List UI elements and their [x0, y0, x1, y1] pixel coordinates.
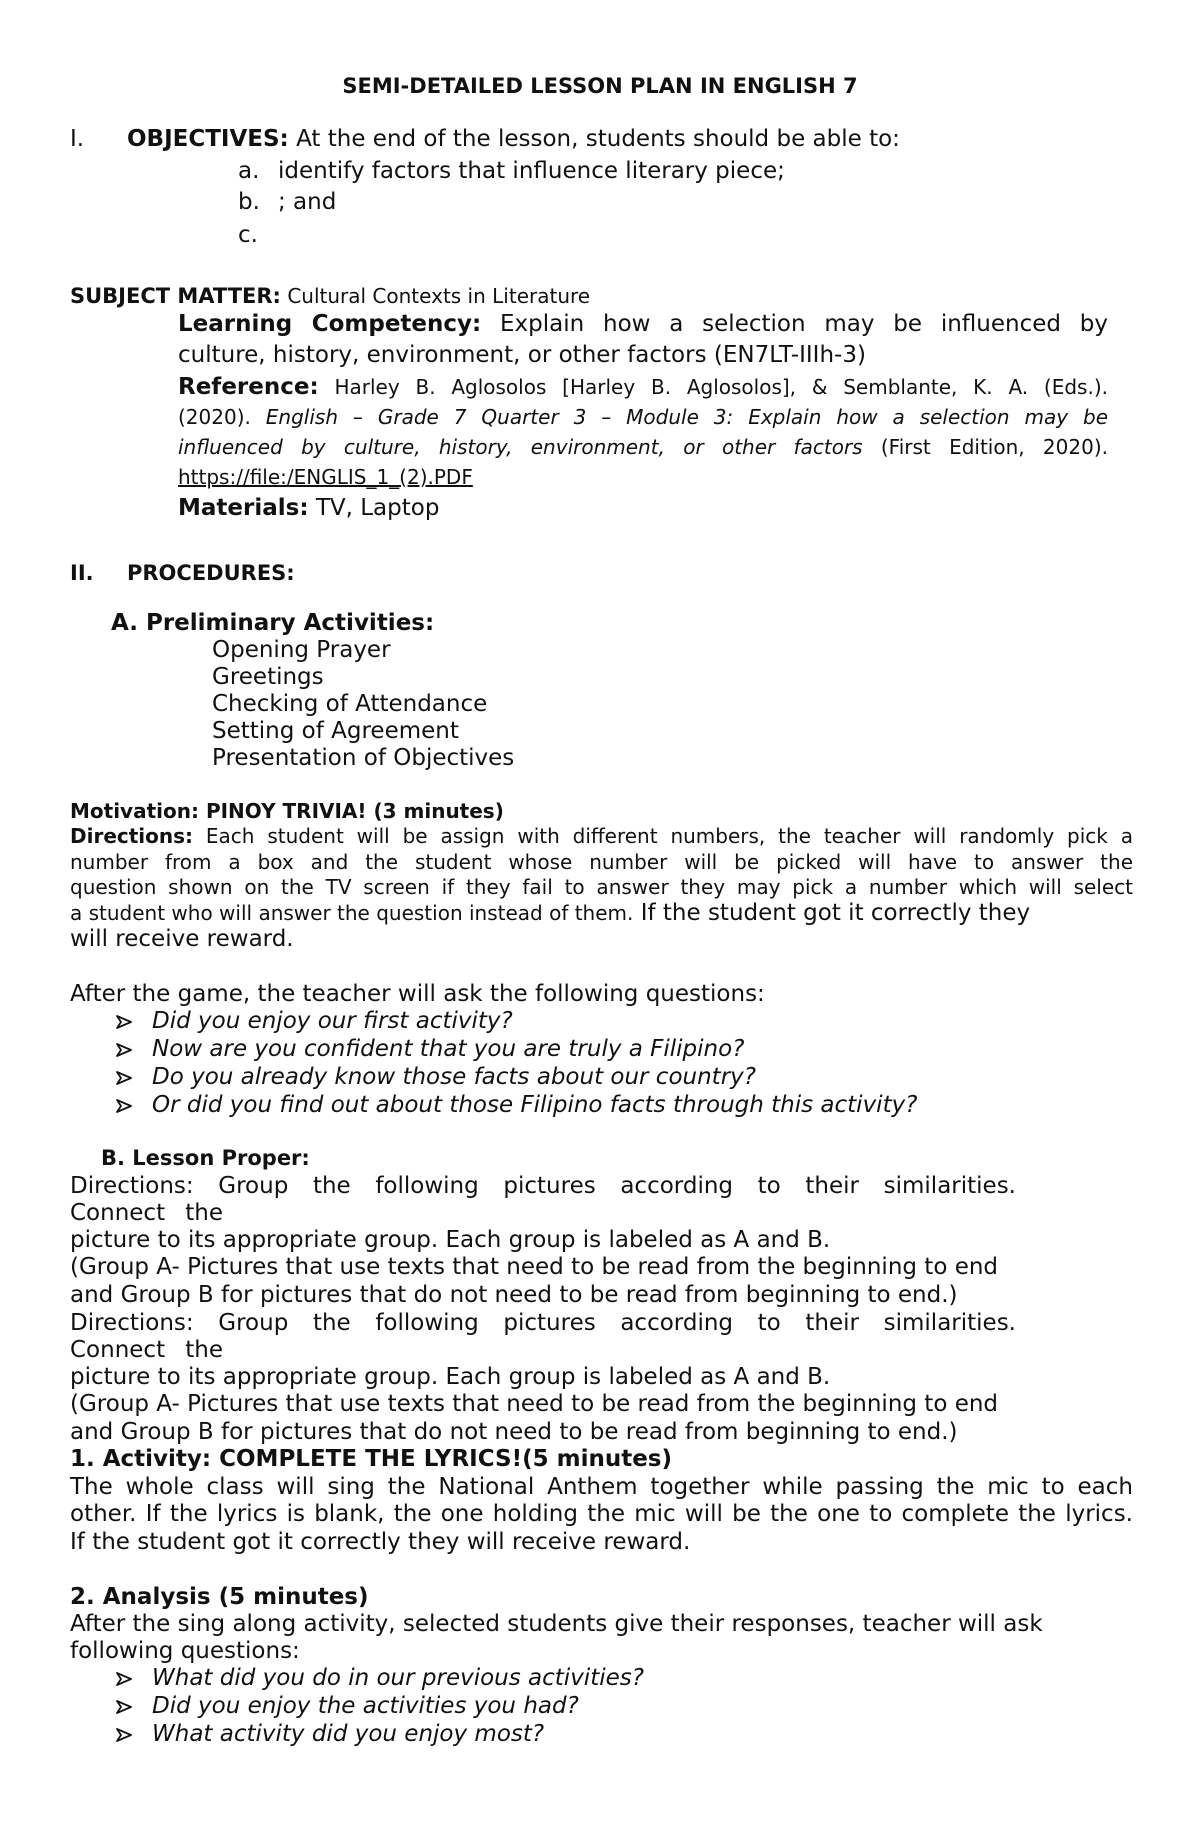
analysis-line-1: After the sing along activity, selected students give their responses, teacher will ask [70, 1611, 1043, 1637]
reference-title-1: English – Grade 7 Quarter 3 – Module 3: Explain how a selection may be [265, 405, 1109, 429]
lesson-directions-line-5: and Group B for pictures that do not need to be read from beginning to end.) [70, 1282, 958, 1308]
activity-line-2: other. If the lyrics is blank, the one holding the mic will be the one to complete the lyrics. [70, 1501, 1133, 1527]
motivation-directions-label: Directions: [70, 824, 194, 848]
arrow-bullet-icon [114, 1669, 134, 1689]
motivation-text-1: Each student will be assign with different numbers, the teacher will randomly pick a [193, 824, 1133, 848]
objectives-label: OBJECTIVES: [127, 126, 289, 152]
objectives-heading [127, 126, 900, 152]
motivation-line-2: number from a box and the student whose number will be picked will have to answer the [70, 850, 1133, 874]
preliminary-item-4: Setting of Agreement [212, 718, 459, 744]
lesson-directions-repeat-line-4: (Group A- Pictures that use texts that need to be read from the beginning to end [70, 1391, 999, 1417]
reference-title-2: influenced by culture, history, environment, or other factors [178, 435, 863, 459]
preliminary-item-5: Presentation of Objectives [212, 745, 515, 771]
after-game-question-4: Or did you find out about those Filipino facts through this activity? [152, 1092, 918, 1118]
competency-line-2: culture, history, environment, or other factors (EN7LT-IIIh-3) [178, 342, 866, 368]
lesson-directions-line-1: Directions: Group the following pictures according to their similarities. [70, 1173, 1016, 1199]
reference-year: (2020). [178, 405, 266, 429]
objectives-number: I. [70, 126, 85, 152]
after-game-question-3: Do you already know those facts about our country? [152, 1064, 756, 1090]
arrow-bullet-icon [114, 1068, 134, 1088]
activity-line-3: If the student got it correctly they will receive reward. [70, 1529, 691, 1555]
objectives-intro: At the end of the lesson, students should be able to: [288, 126, 900, 152]
objective-text-b: ; and [278, 189, 337, 215]
competency-text-1: Explain how a selection may be influenced by [481, 311, 1108, 337]
arrow-bullet-icon [114, 1096, 134, 1116]
activity-heading: 1. Activity: COMPLETE THE LYRICS!(5 minutes) [70, 1446, 673, 1472]
analysis-question-2: Did you enjoy the activities you had? [152, 1693, 579, 1719]
lesson-directions-repeat-line-1: Directions: Group the following pictures according to their similarities. [70, 1310, 1016, 1336]
procedures-number: II. [70, 561, 94, 585]
after-game-intro: After the game, the teacher will ask the following questions: [70, 981, 765, 1007]
procedures-heading: PROCEDURES: [127, 561, 295, 585]
preliminary-item-1: Opening Prayer [212, 637, 391, 663]
motivation-line-1 [70, 825, 1133, 848]
lesson-proper-heading: B. Lesson Proper: [101, 1146, 310, 1170]
motivation-line-3: question shown on the TV screen if they fail to answer they may pick a number which will select [70, 875, 1133, 899]
arrow-bullet-icon [114, 1697, 134, 1717]
reference-text-1: Harley B. Aglosolos [Harley B. Aglosolos], & Semblante, K. A. (Eds.). [318, 375, 1108, 399]
analysis-question-3: What activity did you enjoy most? [152, 1721, 545, 1747]
arrow-bullet-icon [114, 1012, 134, 1032]
reference-line-2 [178, 406, 1108, 429]
subject-matter-line [70, 284, 590, 308]
objective-letter-b: b. [238, 189, 260, 215]
materials-label: Materials: [178, 495, 309, 521]
motivation-text-4a: a student who will answer the question instead of them. [70, 901, 634, 925]
subject-matter-value: Cultural Contexts in Literature [280, 284, 591, 308]
arrow-bullet-icon [114, 1040, 134, 1060]
reference-line-3 [178, 436, 1108, 459]
lesson-directions-repeat-line-5: and Group B for pictures that do not need to be read from beginning to end.) [70, 1419, 958, 1445]
after-game-question-1: Did you enjoy our first activity? [152, 1008, 513, 1034]
preliminary-heading: A. Preliminary Activities: [111, 610, 435, 636]
analysis-question-1: What did you do in our previous activities? [152, 1665, 644, 1691]
activity-line-1: The whole class will sing the National Anthem together while passing the mic to each [70, 1474, 1133, 1500]
reference-label: Reference: [178, 374, 319, 400]
objective-letter-c: c. [238, 222, 258, 248]
competency-label: Learning Competency: [178, 311, 482, 337]
lesson-directions-line-2: Connect the [70, 1200, 223, 1226]
competency-line-1 [178, 311, 1108, 337]
preliminary-item-3: Checking of Attendance [212, 691, 488, 717]
objective-text-a: identify factors that influence literary piece; [278, 158, 785, 184]
reference-line-1 [178, 374, 1108, 400]
lesson-directions-line-3: picture to its appropriate group. Each group is labeled as A and B. [70, 1227, 831, 1253]
motivation-line-4 [70, 900, 1030, 926]
preliminary-item-2: Greetings [212, 664, 324, 690]
motivation-text-4b: If the student got it correctly they [633, 900, 1031, 926]
reference-link[interactable]: https://file:/ENGLIS_1_(2).PDF [178, 465, 473, 489]
materials-line [178, 495, 439, 521]
lesson-directions-line-4: (Group A- Pictures that use texts that need to be read from the beginning to end [70, 1254, 999, 1280]
materials-value: TV, Laptop [308, 495, 440, 521]
after-game-question-2: Now are you confident that you are truly a Filipino? [152, 1036, 745, 1062]
lesson-directions-repeat-line-3: picture to its appropriate group. Each group is labeled as A and B. [70, 1364, 831, 1390]
motivation-heading: Motivation: PINOY TRIVIA! (3 minutes) [70, 799, 504, 823]
lesson-directions-repeat-line-2: Connect the [70, 1337, 223, 1363]
reference-edition: (First Edition, 2020). [862, 435, 1108, 459]
motivation-line-5: will receive reward. [70, 926, 294, 952]
subject-matter-label: SUBJECT MATTER: [70, 284, 281, 308]
analysis-heading: 2. Analysis (5 minutes) [70, 1584, 369, 1610]
analysis-line-2: following questions: [70, 1638, 300, 1664]
arrow-bullet-icon [114, 1725, 134, 1745]
objective-letter-a: a. [238, 158, 260, 184]
document-title: SEMI-DETAILED LESSON PLAN IN ENGLISH 7 [342, 74, 858, 98]
